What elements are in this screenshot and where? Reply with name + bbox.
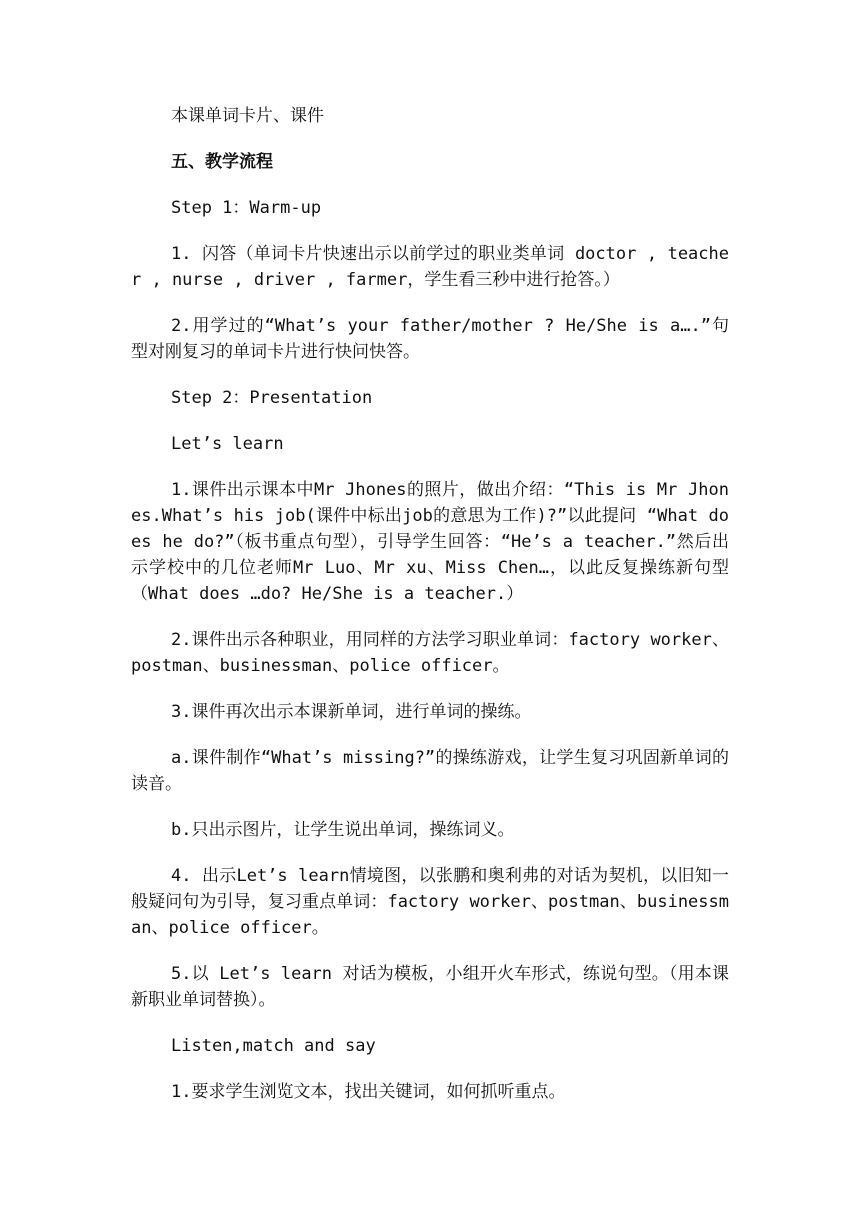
paragraph-job-words: 2.课件出示各种职业，用同样的方法学习职业单词：factory worker、postman、businessman、police officer。	[131, 630, 729, 676]
paragraph-whats-missing: a.课件制作“What’s missing?”的操练游戏，让学生复习巩固新单词的读音。	[131, 748, 729, 794]
listen-match-say-heading: Listen,match and say	[171, 1036, 376, 1056]
step-2-heading: Step 2：Presentation	[171, 388, 373, 408]
paragraph-dialogue-model: 5.以 Let’s learn 对话为模板，小组开火车形式，练说句型。（用本课新职业单词替换）。	[131, 964, 729, 1010]
paragraph-picture-only: b.只出示图片，让学生说出单词，操练词义。	[171, 820, 515, 840]
paragraph-scene-picture: 4. 出示Let’s learn情境图，以张鹏和奥利弗的对话为契机，以旧知一般疑问句为引导，复习重点单词：factory worker、postman、businessman、police officer。	[131, 866, 729, 938]
step-1-heading: Step 1：Warm-up	[171, 198, 322, 218]
lets-learn-heading: Let’s learn	[171, 434, 284, 454]
section-heading-teaching-process: 五、教学流程	[171, 152, 273, 172]
paragraph-materials: 本课单词卡片、课件	[171, 106, 324, 126]
paragraph-introduce-job: 1.课件出示课本中Mr Jhones的照片，做出介绍：“This is Mr Jhones.What’s his job(课件中标出job的意思为工作)?”以此提问 “What does he do?”（板书重点句型），引导学生回答：“He’s a teacher.”然后出示学校中的几位老师Mr Luo、Mr xu、Miss Chen…，以此反复操练新句型（What does …do? He/She is a teacher.）	[131, 480, 729, 604]
paragraph-question-drill: 2.用学过的“What’s your father/mother ? He/She is a….”句型对刚复习的单词卡片进行快问快答。	[131, 316, 729, 362]
paragraph-word-drill: 3.课件再次出示本课新单词，进行单词的操练。	[171, 702, 532, 722]
paragraph-quick-answer: 1. 闪答（单词卡片快速出示以前学过的职业类单词 doctor , teacher , nurse , driver , farmer，学生看三秒中进行抢答。）	[131, 244, 729, 290]
document-body	[131, 103, 729, 1105]
paragraph-browse-text: 1.要求学生浏览文本，找出关键词，如何抓听重点。	[171, 1082, 566, 1102]
